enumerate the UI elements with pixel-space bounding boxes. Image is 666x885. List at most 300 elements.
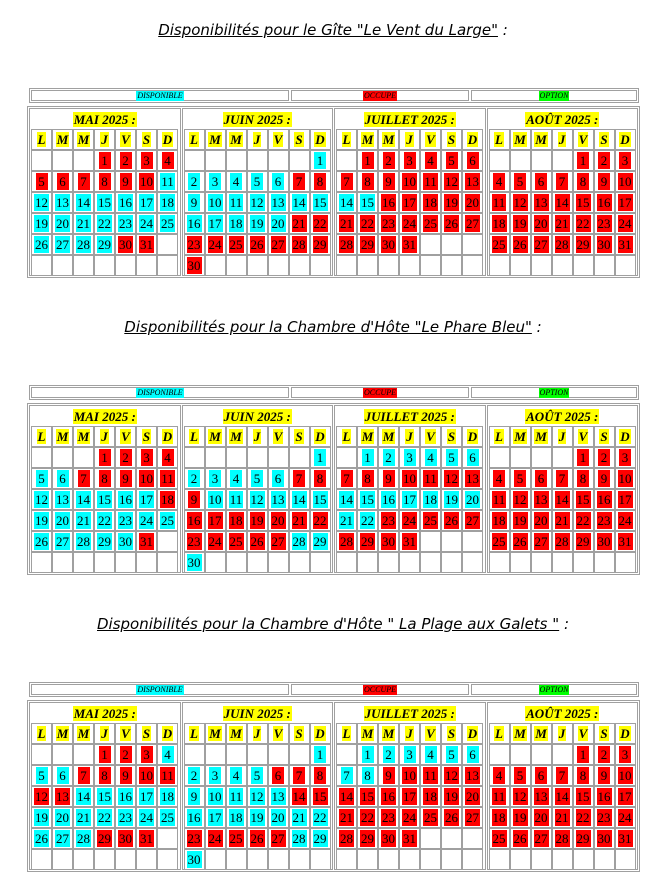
day-cell[interactable] — [378, 807, 399, 828]
day-cell[interactable] — [510, 786, 531, 807]
day-cell[interactable] — [531, 213, 552, 234]
day-cell[interactable] — [615, 510, 636, 531]
day-cell[interactable] — [615, 213, 636, 234]
day-cell[interactable] — [136, 171, 157, 192]
day-cell[interactable] — [420, 171, 441, 192]
day-cell[interactable] — [420, 765, 441, 786]
day-cell[interactable] — [378, 765, 399, 786]
day-cell[interactable] — [226, 234, 247, 255]
day-cell[interactable] — [205, 468, 226, 489]
day-cell[interactable] — [594, 150, 615, 171]
day-cell[interactable] — [510, 828, 531, 849]
day-cell[interactable] — [357, 489, 378, 510]
day-cell[interactable] — [531, 234, 552, 255]
day-cell[interactable] — [378, 150, 399, 171]
day-cell[interactable] — [552, 234, 573, 255]
day-cell[interactable] — [184, 192, 205, 213]
day-cell[interactable] — [94, 531, 115, 552]
day-cell[interactable] — [205, 510, 226, 531]
day-cell[interactable] — [94, 171, 115, 192]
day-cell[interactable] — [115, 192, 136, 213]
day-cell[interactable] — [184, 765, 205, 786]
day-cell[interactable] — [573, 807, 594, 828]
day-cell[interactable] — [31, 468, 52, 489]
day-cell[interactable] — [441, 192, 462, 213]
day-cell[interactable] — [184, 552, 205, 573]
day-cell[interactable] — [136, 192, 157, 213]
day-cell[interactable] — [552, 765, 573, 786]
day-cell[interactable] — [31, 765, 52, 786]
day-cell[interactable] — [247, 468, 268, 489]
day-cell[interactable] — [357, 807, 378, 828]
day-cell[interactable] — [489, 786, 510, 807]
day-cell[interactable] — [94, 213, 115, 234]
day-cell[interactable] — [184, 171, 205, 192]
day-cell[interactable] — [205, 192, 226, 213]
day-cell[interactable] — [310, 765, 331, 786]
day-cell[interactable] — [94, 489, 115, 510]
day-cell[interactable] — [73, 171, 94, 192]
day-cell[interactable] — [462, 807, 483, 828]
day-cell[interactable] — [399, 150, 420, 171]
day-cell[interactable] — [615, 828, 636, 849]
day-cell[interactable] — [226, 468, 247, 489]
day-cell[interactable] — [184, 255, 205, 276]
day-cell[interactable] — [510, 192, 531, 213]
day-cell[interactable] — [420, 489, 441, 510]
day-cell[interactable] — [94, 192, 115, 213]
day-cell[interactable] — [52, 234, 73, 255]
day-cell[interactable] — [462, 150, 483, 171]
day-cell[interactable] — [336, 489, 357, 510]
day-cell[interactable] — [136, 468, 157, 489]
day-cell[interactable] — [73, 531, 94, 552]
day-cell[interactable] — [115, 468, 136, 489]
day-cell[interactable] — [289, 192, 310, 213]
day-cell[interactable] — [489, 192, 510, 213]
day-cell[interactable] — [399, 786, 420, 807]
day-cell[interactable] — [247, 807, 268, 828]
day-cell[interactable] — [462, 468, 483, 489]
day-cell[interactable] — [489, 531, 510, 552]
day-cell[interactable] — [378, 489, 399, 510]
day-cell[interactable] — [268, 192, 289, 213]
day-cell[interactable] — [289, 765, 310, 786]
day-cell[interactable] — [552, 489, 573, 510]
day-cell[interactable] — [378, 744, 399, 765]
day-cell[interactable] — [615, 765, 636, 786]
day-cell[interactable] — [378, 213, 399, 234]
day-cell[interactable] — [52, 489, 73, 510]
day-cell[interactable] — [94, 150, 115, 171]
day-cell[interactable] — [205, 234, 226, 255]
day-cell[interactable] — [226, 192, 247, 213]
day-cell[interactable] — [615, 171, 636, 192]
day-cell[interactable] — [157, 489, 178, 510]
day-cell[interactable] — [420, 447, 441, 468]
day-cell[interactable] — [441, 171, 462, 192]
day-cell[interactable] — [289, 213, 310, 234]
day-cell[interactable] — [52, 786, 73, 807]
day-cell[interactable] — [310, 447, 331, 468]
day-cell[interactable] — [489, 828, 510, 849]
day-cell[interactable] — [594, 807, 615, 828]
day-cell[interactable] — [378, 531, 399, 552]
day-cell[interactable] — [115, 447, 136, 468]
day-cell[interactable] — [226, 531, 247, 552]
day-cell[interactable] — [247, 171, 268, 192]
day-cell[interactable] — [115, 150, 136, 171]
day-cell[interactable] — [420, 192, 441, 213]
day-cell[interactable] — [615, 468, 636, 489]
day-cell[interactable] — [489, 213, 510, 234]
day-cell[interactable] — [115, 744, 136, 765]
day-cell[interactable] — [420, 744, 441, 765]
day-cell[interactable] — [594, 468, 615, 489]
day-cell[interactable] — [52, 807, 73, 828]
day-cell[interactable] — [73, 489, 94, 510]
day-cell[interactable] — [531, 468, 552, 489]
day-cell[interactable] — [205, 786, 226, 807]
day-cell[interactable] — [247, 510, 268, 531]
day-cell[interactable] — [462, 744, 483, 765]
day-cell[interactable] — [357, 150, 378, 171]
day-cell[interactable] — [573, 489, 594, 510]
day-cell[interactable] — [531, 489, 552, 510]
day-cell[interactable] — [115, 234, 136, 255]
day-cell[interactable] — [399, 828, 420, 849]
day-cell[interactable] — [73, 213, 94, 234]
day-cell[interactable] — [157, 510, 178, 531]
day-cell[interactable] — [205, 828, 226, 849]
day-cell[interactable] — [336, 765, 357, 786]
day-cell[interactable] — [310, 786, 331, 807]
day-cell[interactable] — [441, 468, 462, 489]
day-cell[interactable] — [247, 828, 268, 849]
day-cell[interactable] — [310, 531, 331, 552]
day-cell[interactable] — [247, 489, 268, 510]
day-cell[interactable] — [420, 468, 441, 489]
day-cell[interactable] — [378, 192, 399, 213]
day-cell[interactable] — [157, 807, 178, 828]
day-cell[interactable] — [94, 807, 115, 828]
day-cell[interactable] — [594, 234, 615, 255]
day-cell[interactable] — [310, 807, 331, 828]
day-cell[interactable] — [573, 531, 594, 552]
day-cell[interactable] — [615, 531, 636, 552]
day-cell[interactable] — [184, 786, 205, 807]
day-cell[interactable] — [441, 786, 462, 807]
day-cell[interactable] — [510, 213, 531, 234]
day-cell[interactable] — [399, 489, 420, 510]
day-cell[interactable] — [510, 765, 531, 786]
day-cell[interactable] — [399, 447, 420, 468]
day-cell[interactable] — [73, 192, 94, 213]
day-cell[interactable] — [157, 150, 178, 171]
day-cell[interactable] — [462, 447, 483, 468]
day-cell[interactable] — [184, 234, 205, 255]
day-cell[interactable] — [115, 213, 136, 234]
day-cell[interactable] — [615, 786, 636, 807]
day-cell[interactable] — [462, 213, 483, 234]
day-cell[interactable] — [399, 213, 420, 234]
day-cell[interactable] — [52, 171, 73, 192]
day-cell[interactable] — [184, 807, 205, 828]
day-cell[interactable] — [226, 489, 247, 510]
day-cell[interactable] — [136, 234, 157, 255]
day-cell[interactable] — [399, 171, 420, 192]
day-cell[interactable] — [357, 744, 378, 765]
day-cell[interactable] — [378, 786, 399, 807]
day-cell[interactable] — [573, 171, 594, 192]
day-cell[interactable] — [136, 213, 157, 234]
day-cell[interactable] — [573, 213, 594, 234]
day-cell[interactable] — [531, 171, 552, 192]
day-cell[interactable] — [378, 828, 399, 849]
day-cell[interactable] — [31, 807, 52, 828]
day-cell[interactable] — [441, 150, 462, 171]
day-cell[interactable] — [73, 510, 94, 531]
day-cell[interactable] — [247, 531, 268, 552]
day-cell[interactable] — [510, 489, 531, 510]
day-cell[interactable] — [310, 171, 331, 192]
day-cell[interactable] — [573, 828, 594, 849]
day-cell[interactable] — [310, 213, 331, 234]
day-cell[interactable] — [462, 510, 483, 531]
day-cell[interactable] — [510, 531, 531, 552]
day-cell[interactable] — [205, 765, 226, 786]
day-cell[interactable] — [594, 489, 615, 510]
day-cell[interactable] — [615, 447, 636, 468]
day-cell[interactable] — [268, 807, 289, 828]
day-cell[interactable] — [289, 828, 310, 849]
day-cell[interactable] — [357, 468, 378, 489]
day-cell[interactable] — [336, 828, 357, 849]
day-cell[interactable] — [157, 192, 178, 213]
day-cell[interactable] — [336, 807, 357, 828]
day-cell[interactable] — [489, 468, 510, 489]
day-cell[interactable] — [205, 489, 226, 510]
day-cell[interactable] — [31, 234, 52, 255]
day-cell[interactable] — [289, 171, 310, 192]
day-cell[interactable] — [157, 765, 178, 786]
day-cell[interactable] — [336, 234, 357, 255]
day-cell[interactable] — [531, 786, 552, 807]
day-cell[interactable] — [31, 531, 52, 552]
day-cell[interactable] — [115, 786, 136, 807]
day-cell[interactable] — [136, 150, 157, 171]
day-cell[interactable] — [157, 744, 178, 765]
day-cell[interactable] — [52, 510, 73, 531]
day-cell[interactable] — [420, 150, 441, 171]
day-cell[interactable] — [462, 765, 483, 786]
day-cell[interactable] — [357, 531, 378, 552]
day-cell[interactable] — [115, 807, 136, 828]
day-cell[interactable] — [378, 510, 399, 531]
day-cell[interactable] — [184, 849, 205, 870]
day-cell[interactable] — [289, 234, 310, 255]
day-cell[interactable] — [289, 807, 310, 828]
day-cell[interactable] — [115, 489, 136, 510]
day-cell[interactable] — [399, 192, 420, 213]
day-cell[interactable] — [531, 765, 552, 786]
day-cell[interactable] — [310, 489, 331, 510]
day-cell[interactable] — [52, 213, 73, 234]
day-cell[interactable] — [205, 531, 226, 552]
day-cell[interactable] — [157, 213, 178, 234]
day-cell[interactable] — [420, 213, 441, 234]
day-cell[interactable] — [510, 171, 531, 192]
day-cell[interactable] — [52, 468, 73, 489]
day-cell[interactable] — [268, 828, 289, 849]
day-cell[interactable] — [594, 171, 615, 192]
day-cell[interactable] — [441, 447, 462, 468]
day-cell[interactable] — [462, 171, 483, 192]
day-cell[interactable] — [31, 192, 52, 213]
day-cell[interactable] — [531, 807, 552, 828]
day-cell[interactable] — [268, 489, 289, 510]
day-cell[interactable] — [136, 828, 157, 849]
day-cell[interactable] — [462, 489, 483, 510]
day-cell[interactable] — [115, 765, 136, 786]
day-cell[interactable] — [310, 234, 331, 255]
day-cell[interactable] — [336, 531, 357, 552]
day-cell[interactable] — [310, 510, 331, 531]
day-cell[interactable] — [441, 807, 462, 828]
day-cell[interactable] — [552, 786, 573, 807]
day-cell[interactable] — [462, 786, 483, 807]
day-cell[interactable] — [115, 531, 136, 552]
day-cell[interactable] — [594, 531, 615, 552]
day-cell[interactable] — [289, 786, 310, 807]
day-cell[interactable] — [268, 213, 289, 234]
day-cell[interactable] — [573, 765, 594, 786]
day-cell[interactable] — [94, 447, 115, 468]
day-cell[interactable] — [531, 510, 552, 531]
day-cell[interactable] — [489, 171, 510, 192]
day-cell[interactable] — [205, 171, 226, 192]
day-cell[interactable] — [489, 234, 510, 255]
day-cell[interactable] — [94, 828, 115, 849]
day-cell[interactable] — [594, 786, 615, 807]
day-cell[interactable] — [289, 510, 310, 531]
day-cell[interactable] — [31, 171, 52, 192]
day-cell[interactable] — [357, 765, 378, 786]
day-cell[interactable] — [594, 510, 615, 531]
day-cell[interactable] — [441, 489, 462, 510]
day-cell[interactable] — [136, 807, 157, 828]
day-cell[interactable] — [226, 786, 247, 807]
day-cell[interactable] — [573, 510, 594, 531]
day-cell[interactable] — [399, 468, 420, 489]
day-cell[interactable] — [357, 213, 378, 234]
day-cell[interactable] — [552, 192, 573, 213]
day-cell[interactable] — [226, 828, 247, 849]
day-cell[interactable] — [310, 150, 331, 171]
day-cell[interactable] — [510, 234, 531, 255]
day-cell[interactable] — [184, 468, 205, 489]
day-cell[interactable] — [184, 531, 205, 552]
day-cell[interactable] — [157, 468, 178, 489]
day-cell[interactable] — [489, 807, 510, 828]
day-cell[interactable] — [420, 510, 441, 531]
day-cell[interactable] — [531, 192, 552, 213]
day-cell[interactable] — [573, 234, 594, 255]
day-cell[interactable] — [73, 765, 94, 786]
day-cell[interactable] — [94, 744, 115, 765]
day-cell[interactable] — [615, 744, 636, 765]
day-cell[interactable] — [52, 531, 73, 552]
day-cell[interactable] — [268, 171, 289, 192]
day-cell[interactable] — [594, 744, 615, 765]
day-cell[interactable] — [552, 828, 573, 849]
day-cell[interactable] — [268, 786, 289, 807]
day-cell[interactable] — [157, 447, 178, 468]
day-cell[interactable] — [441, 744, 462, 765]
day-cell[interactable] — [94, 510, 115, 531]
day-cell[interactable] — [115, 510, 136, 531]
day-cell[interactable] — [226, 171, 247, 192]
day-cell[interactable] — [31, 510, 52, 531]
day-cell[interactable] — [399, 744, 420, 765]
day-cell[interactable] — [489, 765, 510, 786]
day-cell[interactable] — [136, 447, 157, 468]
day-cell[interactable] — [552, 171, 573, 192]
day-cell[interactable] — [510, 510, 531, 531]
day-cell[interactable] — [531, 828, 552, 849]
day-cell[interactable] — [378, 447, 399, 468]
day-cell[interactable] — [510, 807, 531, 828]
day-cell[interactable] — [31, 213, 52, 234]
day-cell[interactable] — [357, 786, 378, 807]
day-cell[interactable] — [226, 807, 247, 828]
day-cell[interactable] — [136, 489, 157, 510]
day-cell[interactable] — [615, 489, 636, 510]
day-cell[interactable] — [247, 234, 268, 255]
day-cell[interactable] — [184, 510, 205, 531]
day-cell[interactable] — [573, 150, 594, 171]
day-cell[interactable] — [226, 213, 247, 234]
day-cell[interactable] — [310, 468, 331, 489]
day-cell[interactable] — [247, 786, 268, 807]
day-cell[interactable] — [357, 510, 378, 531]
day-cell[interactable] — [615, 807, 636, 828]
day-cell[interactable] — [115, 171, 136, 192]
day-cell[interactable] — [336, 192, 357, 213]
day-cell[interactable] — [336, 171, 357, 192]
day-cell[interactable] — [399, 807, 420, 828]
day-cell[interactable] — [268, 531, 289, 552]
day-cell[interactable] — [399, 531, 420, 552]
day-cell[interactable] — [573, 447, 594, 468]
day-cell[interactable] — [552, 807, 573, 828]
day-cell[interactable] — [399, 765, 420, 786]
day-cell[interactable] — [184, 489, 205, 510]
day-cell[interactable] — [289, 468, 310, 489]
day-cell[interactable] — [73, 234, 94, 255]
day-cell[interactable] — [378, 234, 399, 255]
day-cell[interactable] — [289, 489, 310, 510]
day-cell[interactable] — [94, 786, 115, 807]
day-cell[interactable] — [52, 192, 73, 213]
day-cell[interactable] — [205, 213, 226, 234]
day-cell[interactable] — [268, 765, 289, 786]
day-cell[interactable] — [594, 447, 615, 468]
day-cell[interactable] — [136, 765, 157, 786]
day-cell[interactable] — [31, 828, 52, 849]
day-cell[interactable] — [552, 510, 573, 531]
day-cell[interactable] — [357, 447, 378, 468]
